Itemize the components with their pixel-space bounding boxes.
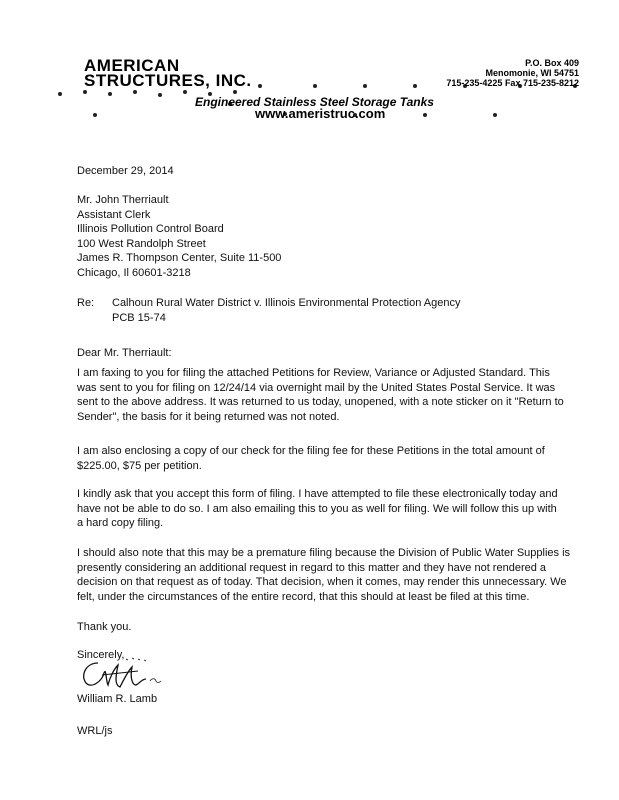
city-state-zip: Menomonie, WI 54751 (485, 68, 579, 78)
paragraph-line: I am faxing to you for filing the attached Petitions for Review, Variance or Adjusted Standard. This (77, 367, 550, 379)
paragraph (77, 444, 592, 473)
paragraph-line: Sender", the basis for it being returned was not noted. (77, 410, 340, 423)
recipient-line: 100 West Randolph Street (77, 237, 206, 250)
recipient-address (77, 193, 281, 280)
closing: Sincerely, (77, 649, 125, 661)
paragraph-line: I should also note that this may be a premature filing because the Division of Public Water Supplies is (77, 547, 571, 559)
phone-fax: 715-235-4225 Fax 715-235-8212 (446, 78, 579, 88)
paragraph-line: a hard copy filing. (77, 517, 164, 529)
paragraph-line: have not be able to do so. I am also emailing this to you as well for filing. We will follow this up with (77, 502, 557, 515)
re-label: Re: (77, 297, 95, 309)
recipient-line: James R. Thompson Center, Suite 11-500 (77, 252, 282, 264)
reference-initials: WRL/js (77, 725, 113, 737)
website: www.ameristruc.com (255, 106, 386, 121)
signer-name: William R. Lamb (77, 693, 158, 705)
recipient-line: Illinois Pollution Control Board (77, 223, 224, 235)
company-name-line2: STRUCTURES, INC. (84, 71, 252, 90)
re-subject (112, 296, 460, 325)
po-box: P.O. Box 409 (525, 58, 579, 68)
paragraph-line: I am also enclosing a copy of our check for the filing fee for these Petitions in the total amount of (77, 445, 545, 457)
paragraph (77, 546, 592, 604)
re-line: PCB 15-74 (112, 311, 166, 324)
paragraph-line: $225.00, $75 per petition. (77, 459, 202, 472)
paragraph-line: decision on that request as of today. That decision, when it comes, may render this unnecessary. We (77, 576, 567, 588)
paragraph-line: felt, under the circumstances of the entire record, that this should at least be filed at this time. (77, 590, 530, 603)
thank-you: Thank you. (77, 621, 132, 633)
paragraph-line: I kindly ask that you accept this form of filing. I have attempted to file these electronically today and (77, 488, 558, 500)
paragraph-line: presently considering an additional request in regard to this matter and they have not rendered a (77, 561, 547, 574)
recipient-line: Assistant Clerk (77, 208, 151, 221)
tagline: Engineered Stainless Steel Storage Tanks (195, 95, 434, 109)
signature-icon (76, 655, 166, 695)
paragraph-line: was sent to you for filing on 12/24/14 via overnight mail by the United States Postal Service. It was (77, 381, 556, 394)
letterhead (0, 0, 619, 130)
paragraph-line: sent to the above address. It was returned to us today, unopened, with a note sticker on it "Return to (77, 396, 564, 408)
paragraph (77, 487, 592, 531)
recipient-line: Mr. John Therriault (77, 194, 169, 206)
recipient-line: Chicago, Il 60601-3218 (77, 266, 191, 279)
paragraph (77, 366, 592, 424)
company-name-line1: AMERICAN (84, 56, 180, 75)
letter-date: December 29, 2014 (77, 165, 174, 177)
salutation: Dear Mr. Therriault: (77, 347, 172, 359)
re-line: Calhoun Rural Water District v. Illinois Environmental Protection Agency (112, 297, 461, 309)
